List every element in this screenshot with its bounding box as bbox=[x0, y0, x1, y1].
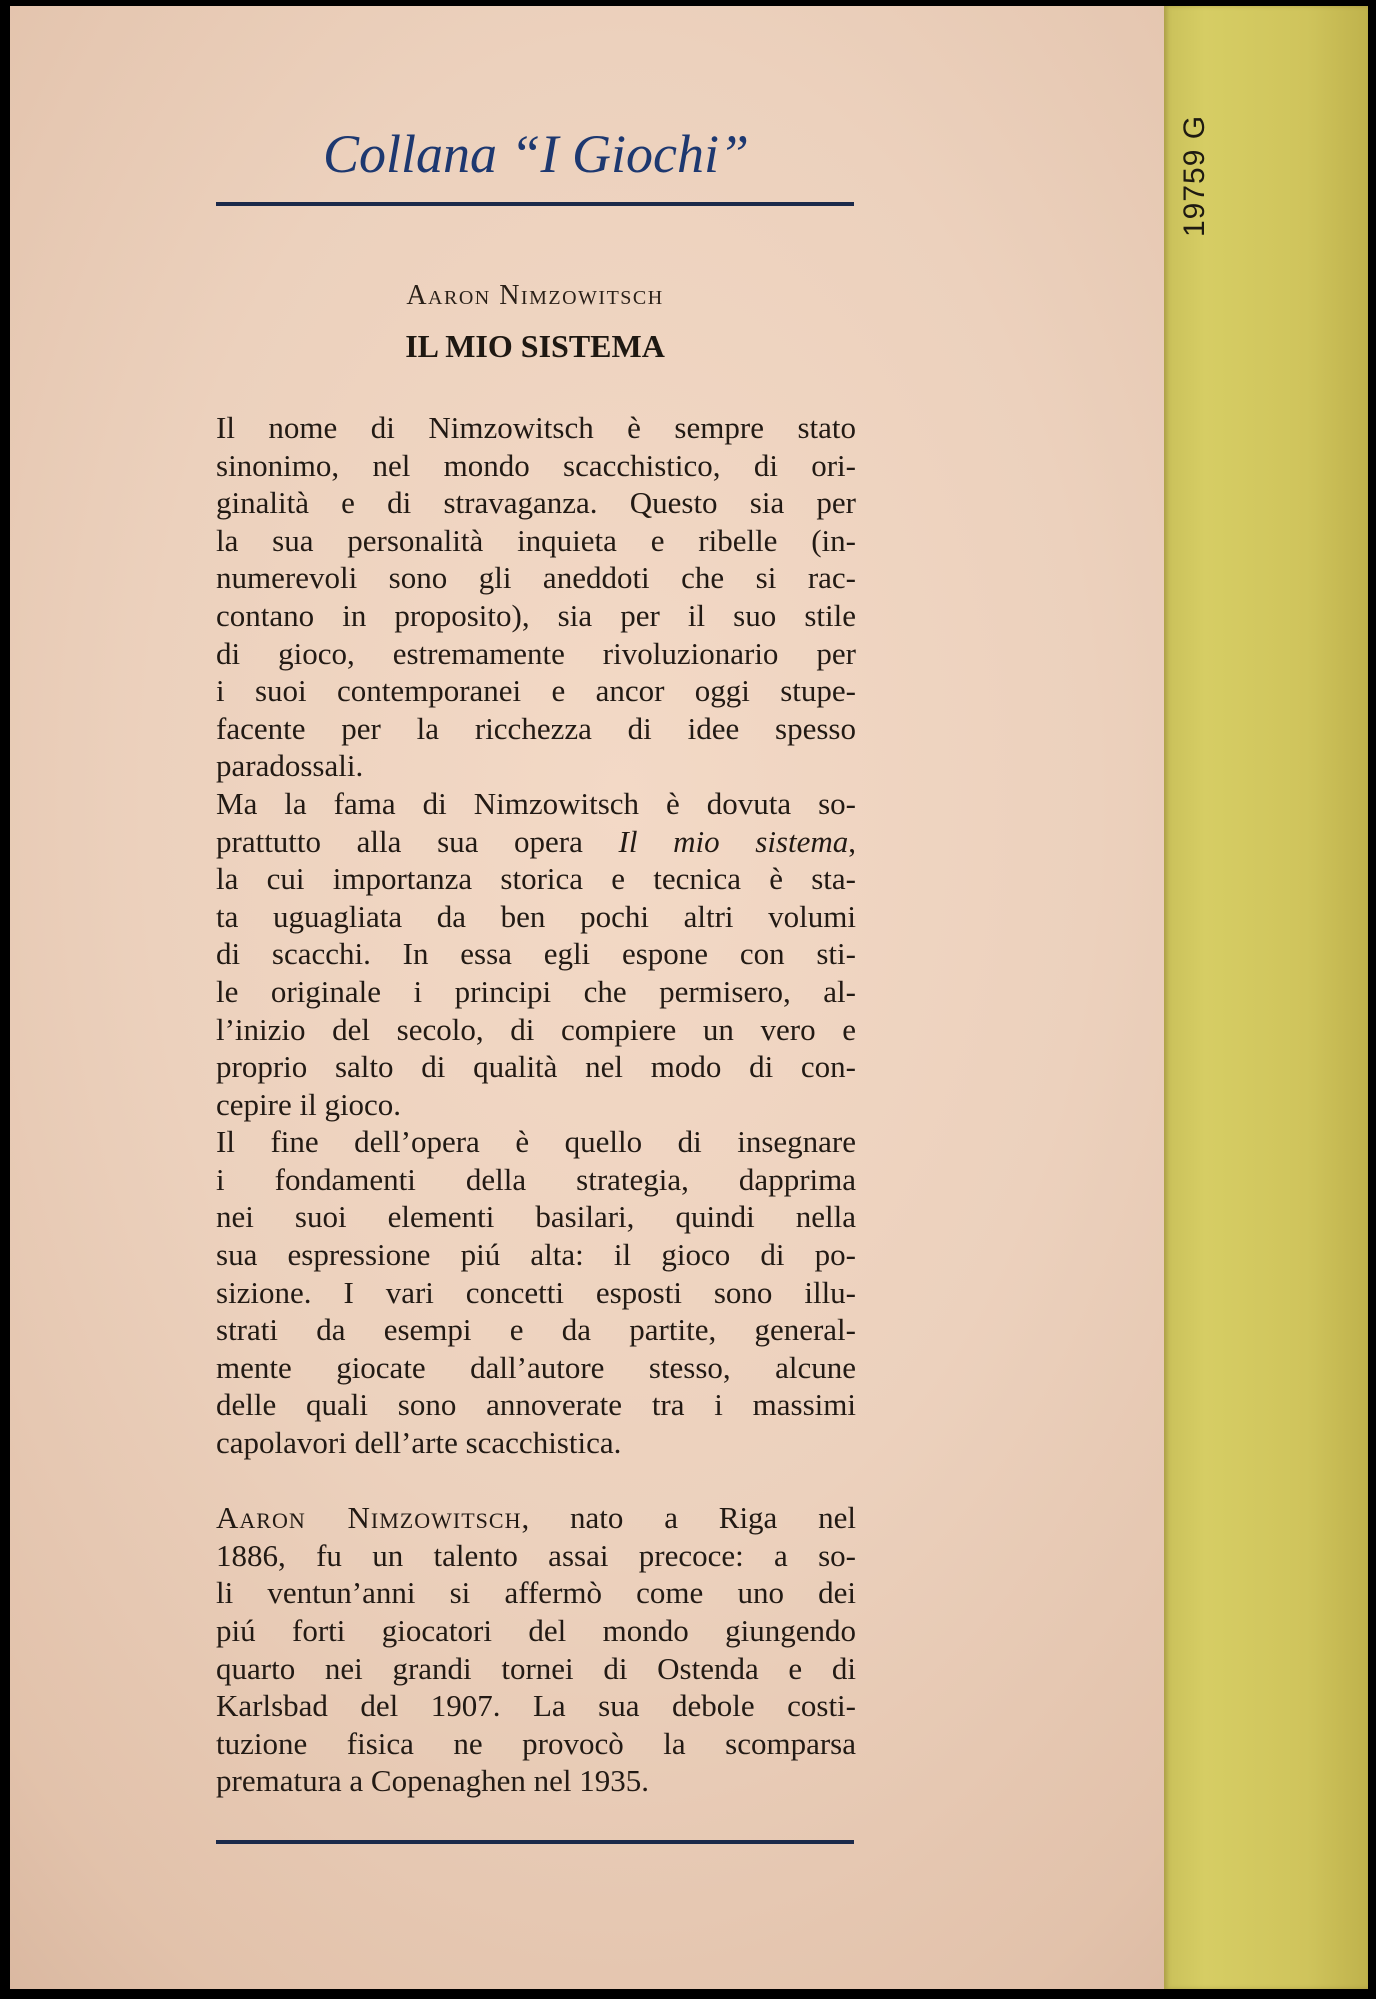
blurb-line: le originale i principi che permisero, al- bbox=[216, 973, 856, 1009]
bio-line: 1886, fu un talento assai precoce: a so- bbox=[216, 1537, 856, 1573]
bio-first-line bbox=[216, 1499, 856, 1537]
bio-line: prematura a Copenaghen nel 1935. bbox=[216, 1763, 649, 1799]
blurb-line: ta uguagliata da ben pochi altri volumi bbox=[216, 898, 856, 934]
bottom-divider bbox=[216, 1840, 854, 1844]
bio-author-name: Aaron Nimzowitsch bbox=[216, 1500, 522, 1536]
blurb-text bbox=[216, 409, 856, 1800]
series-title: Collana “I Giochi” bbox=[322, 124, 750, 184]
blurb-line: nei suoi elementi basilari, quindi nella bbox=[216, 1199, 856, 1235]
spine-strip bbox=[1164, 6, 1368, 1989]
bio-line: quarto nei grandi tornei di Ostenda e di bbox=[216, 1650, 856, 1686]
bio-line: tuzione fisica ne provocò la scomparsa bbox=[216, 1725, 856, 1761]
blurb-line-prefix: prattutto alla sua opera bbox=[216, 823, 619, 859]
blurb-line: ginalità e di stravaganza. Questo sia per bbox=[216, 485, 856, 521]
blurb-line: l’inizio del secolo, di compiere un vero e bbox=[216, 1011, 856, 1047]
catalog-code: 19759 G bbox=[1178, 114, 1211, 238]
blurb-line: proprio salto di qualità nel modo di con- bbox=[216, 1049, 856, 1085]
blurb-line: delle quali sono annoverate tra i massimi bbox=[216, 1387, 856, 1423]
author-name: Aaron Nimzowitsch bbox=[406, 280, 664, 311]
bio-line: li ventun’anni si affermò come uno dei bbox=[216, 1575, 856, 1611]
blurb-line: cepire il gioco. bbox=[216, 1086, 402, 1122]
blurb-line-suffix: , bbox=[848, 823, 857, 859]
blurb-line: di gioco, estremamente rivoluzionario per bbox=[216, 635, 856, 671]
blurb-line: Il nome di Nimzowitsch è sempre stato bbox=[216, 410, 856, 445]
blurb-line: strati da esempi e da partite, general- bbox=[216, 1312, 856, 1348]
blurb-line: la sua personalità inquieta e ribelle (in- bbox=[216, 522, 856, 558]
paragraph-gap bbox=[216, 1462, 856, 1500]
blurb-line: i fondamenti della strategia, dapprima bbox=[216, 1161, 856, 1197]
book-back-cover bbox=[10, 6, 1368, 1989]
blurb-line: sinonimo, nel mondo scacchistico, di ori- bbox=[216, 447, 856, 483]
blurb-line: contano in proposito), sia per il suo stile bbox=[216, 597, 856, 633]
blurb-line: Ma la fama di Nimzowitsch è dovuta so- bbox=[216, 785, 856, 821]
blurb-line: Il fine dell’opera è quello di insegnare bbox=[216, 1124, 856, 1160]
blurb-line: mente giocate dall’autore stesso, alcune bbox=[216, 1349, 856, 1385]
bio-line-rest: , nato a Riga nel bbox=[521, 1500, 856, 1536]
blurb-line: paradossali. bbox=[216, 748, 364, 784]
top-divider bbox=[216, 202, 854, 206]
bio-line: piú forti giocatori del mondo giungendo bbox=[216, 1613, 856, 1648]
blurb-line: la cui importanza storica e tecnica è sta- bbox=[216, 861, 856, 897]
book-title: IL MIO SISTEMA bbox=[405, 328, 665, 364]
blurb-line: numerevoli sono gli aneddoti che si rac- bbox=[216, 560, 856, 596]
book-title-italic: Il mio sistema bbox=[618, 823, 849, 859]
blurb-line: sizione. I vari concetti esposti sono illu- bbox=[216, 1274, 856, 1310]
blurb-line: i suoi contemporanei e ancor oggi stupe- bbox=[216, 673, 856, 709]
blurb-line: di scacchi. In essa egli espone con sti- bbox=[216, 936, 856, 972]
blurb-line: sua espressione piú alta: il gioco di po- bbox=[216, 1237, 856, 1273]
blurb-line-with-title bbox=[216, 823, 856, 861]
blurb-line: capolavori dell’arte scacchistica. bbox=[216, 1425, 622, 1461]
bio-line: Karlsbad del 1907. La sua debole costi- bbox=[216, 1688, 856, 1724]
blurb-line: facente per la ricchezza di idee spesso bbox=[216, 710, 856, 746]
